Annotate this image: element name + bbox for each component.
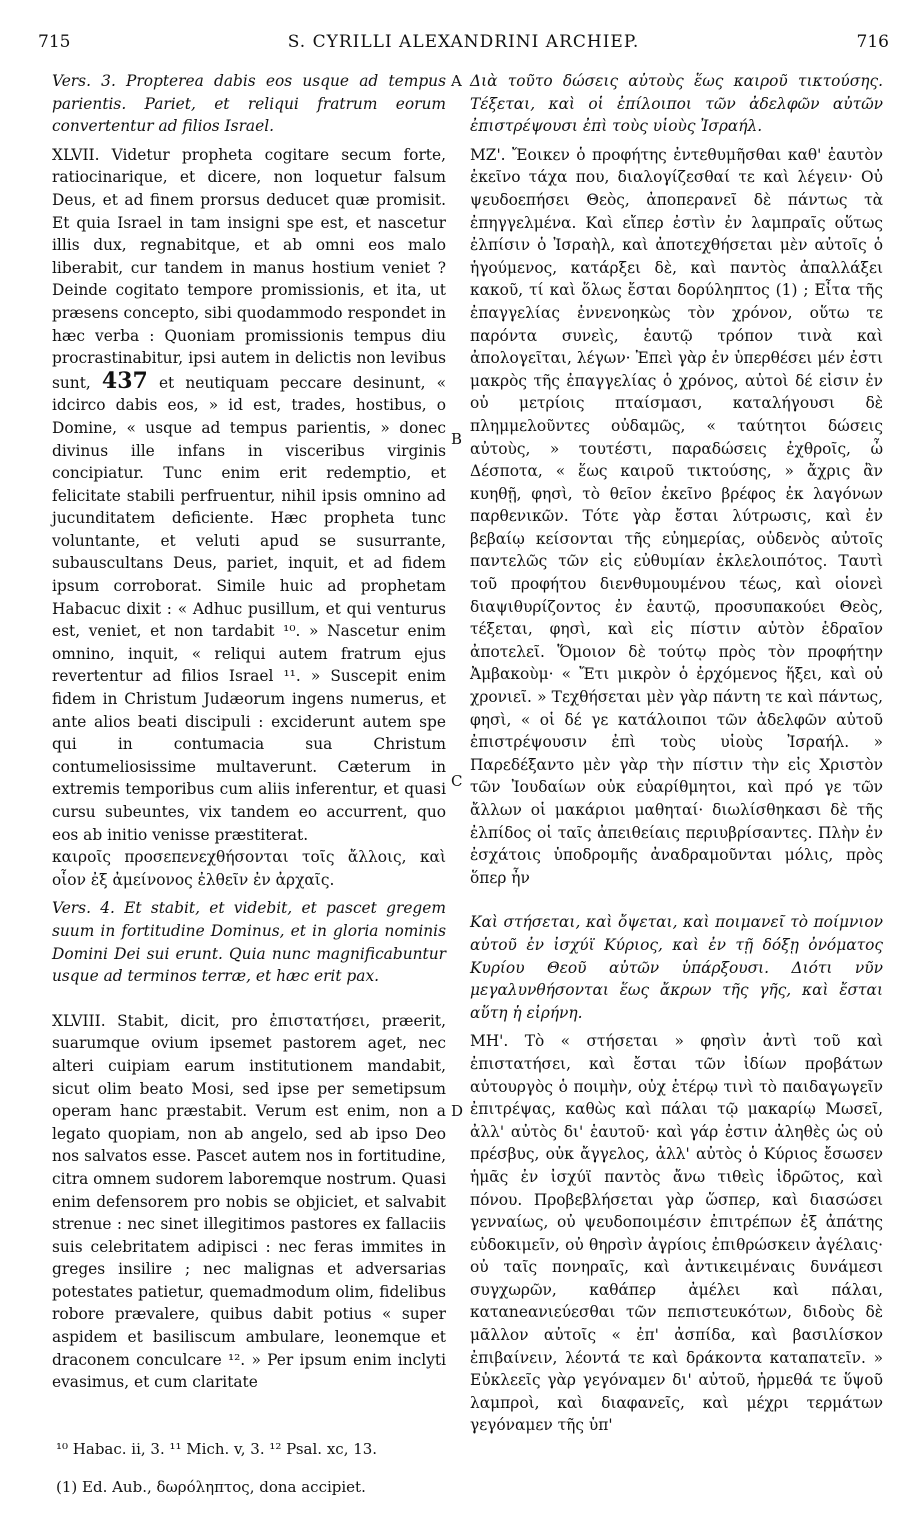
latin-column (52, 70, 446, 1394)
latin-paragraph-47-part2: et neutiquam peccare desinunt, « idcirco dabis eos, » id est, trades, hostibus, o Domine, « usque ad tempus parientis, » donec divinus ille infans in visceribus virginis concipiatur. Tunc enim erit redemptio, et felicitate stabili perfruentur, nihil ipsis omnino ad jucunditatem deficiente. Hæc propheta tunc voluntante, et veluti apud se susurrante, subauscultans Deus, pariet, inquit, et ad fidem ipsum corroborat. Simile huic ad prophetam Habacuc dixit : « Adhuc pusillum, et qui venturus est, veniet, et non tardabit ¹⁰. » Nascetur enim omnino, inquit, « reliqui autem fratrum ejus revertentur ad filios Israel ¹¹. » Suscepit enim fidem in Christum Judæorum ingens numerus, et ante alios beati discipuli : exciderunt autem spe qui in contumacia sua Christum contumeliosissime multaverunt. Cæterum in extremis temporibus cum aliis inferentur, et quasi cursu subeuntes, vix tandem eo accurrent, quo eos ab initio venisse præstiterat. (52, 373, 446, 844)
page-number-right: 716 (856, 32, 889, 52)
margin-letter-b: B (451, 430, 463, 448)
latin-paragraph-47 (52, 144, 446, 846)
column-number: 437 (101, 367, 148, 394)
greek-paragraph-47: ΜΖ'. Ἔοικεν ὁ προφήτης ἐντεθυμῆσθαι καθ' ἑαυτὸν ἐκεῖνο τάχα που, διαλογίζεσθαί τε καὶ λέγειν· Οὐ ψευδοεπήσει Θεὸς, ἀποπερανεῖ δὲ πάντως τὰ ἐπηγγελμένα. Καὶ εἴπερ ἐστὶν ἐν λαμπραῖς οὕτως ἐλπίσιν ὁ Ἰσραὴλ, καὶ ἀποτεχθήσεται μὲν αὐτοῖς ὁ ἡγούμενος, κατάρξει δὲ, καὶ παντὸς ἀπαλλάξει κακοῦ, τί καὶ ὅλως ἔσται δορύληπτος (1) ; Εἶτα τῆς ἐπαγγελίας ἐννενοηκὼς τὸν χρόνον, οὕτω τε παρόντα συνεὶς, ἑαυτῷ τρόπον τινὰ καὶ ἀπολογεῖται, λέγων· Ἐπεὶ γὰρ ἐν ὑπερθέσει μέν ἐστι μακρὸς τῆς ἐπαγγελίας ὁ χρόνος, αὐτοὶ δέ εἰσιν ἐν οὐ μετρίοις πταίσμασι, καταλήγουσι δὲ πλημμελοῦντες οὐδαμῶς, « ταύτητοι δώσεις αὐτοὺς, » τουτέστι, παραδώσεις ἐχθροῖς, ὦ Δέσποτα, « ἕως καιροῦ τικτούσης, » ἄχρις ἂν κυηθῇ, φησὶ, τὸ θεῖον ἐκεῖνο βρέφος ἐκ λαγόνων παρθενικῶν. Τότε γὰρ ἔσται λύτρωσις, καὶ ἐν βεβαίῳ κείσονται τῆς εὐημερίας, οὐδενὸς αὐτοῖς παντελῶς τῶν εἰς εὐθυμίαν ἐκλελοιπότος. Ταυτὶ τοῦ προφήτου διενθυμουμένου τέως, καὶ οἱονεὶ διαψιθυρίζοντος ἐν ἑαυτῷ, προσυπακούει Θεὸς, τέξεται, φησὶ, καὶ εἰς πίστιν αὐτὸν ἑδραῖον ἀποτελεῖ. Ὅμοιον δὲ τούτῳ πρὸς τὸν προφήτην Ἀμβακοὺμ· « Ἔτι μικρὸν ὁ ἐρχόμενος ἥξει, καὶ οὐ χρονιεῖ. » Τεχθήσεται μὲν γὰρ πάντη τε καὶ πάντως, φησὶ, « οἱ δέ γε κατάλοιποι τῶν ἀδελφῶν αὐτοῦ ἐπιστρέψουσιν ἐπὶ τοὺς υἱοὺς Ἰσραήλ. » Παρεδέξαντο μὲν γὰρ τὴν πίστιν τὴν εἰς Χριστὸν τῶν Ἰουδαίων οὐκ εὐαρίθμητοι, καὶ πρό γε τῶν ἄλλων οἱ μακάριοι μαθηταί· διωλίσθηκασι δὲ τῆς ἐλπίδος οἱ ταῖς ἀπειθείαις περιυβρίσαντες. Πλὴν ἐν ἐσχάτοις ὑποδρομῆς ἀναδραμοῦνται μόλις, πρὸς ὅπερ ἦν (470, 145, 883, 887)
editorial-footnote: (1) Ed. Aub., δωρόληπτος, dona accipiet. (56, 1478, 366, 1496)
margin-letter-d: D (451, 1102, 464, 1120)
page-number-left: 715 (38, 32, 71, 52)
latin-verse-3: Vers. 3. Propterea dabis eos usque ad tempus parientis. Pariet, et reliqui fratrum eorum convertentur ad filios Israel. (52, 72, 446, 136)
latin-paragraph-47-part1: XLVII. Videtur propheta cogitare secum forte, ratiocinarique, et dicere, non loquetur falsum Deus, et ad finem prorsus deducet quæ promisit. Et quia Israel in tam insigni spe est, et nascetur illis dux, regnabitque, et ab omni eos malo liberabit, cur tandem in manus hostium veniet ? Deinde cogitato tempore promissionis, et ita, ut præsens concepto, sibi quodammodo respondet in hæc verba : Quoniam promissionis tempus diu procrastinabitur, ipsi autem in delictis non levibus sunt, (52, 145, 446, 392)
latin-verse-4: Vers. 4. Et stabit, et videbit, et pascet gregem suum in fortitudine Dominus, et in gloria nominis Domini Dei sui erunt. Quia nunc magnificabuntur usque ad terminos terræ, et hæc erit pax. (52, 899, 446, 986)
running-title: S. CYRILLI ALEXANDRINI ARCHIEP. (287, 32, 640, 52)
margin-letter-c: C (451, 772, 463, 790)
greek-verse-3: Διὰ τοῦτο δώσεις αὐτοὺς ἕως καιροῦ τικτούσης. Τέξεται, καὶ οἱ ἐπίλοιποι τῶν ἀδελφῶν αὐτῶν ἐπιστρέψουσι ἐπὶ τοὺς υἱοὺς Ἰσραήλ. (470, 72, 883, 136)
scripture-footnotes: ¹⁰ Habac. ii, 3. ¹¹ Mich. v, 3. ¹² Psal. xc, 13. (56, 1440, 378, 1458)
greek-continuation: καιροῖς προσεπενεχθήσονται τοῖς ἄλλοις, καὶ οἷον ἐξ ἀμείνονος ἐλθεῖν ἐν ἀρχαῖς. (52, 848, 446, 889)
margin-section-letters (447, 0, 469, 1540)
greek-column (470, 70, 883, 1437)
greek-verse-4: Καὶ στήσεται, καὶ ὄψεται, καὶ ποιμανεῖ τὸ ποίμνιον αὐτοῦ ἐν ἰσχύϊ Κύριος, καὶ ἐν τῇ δόξῃ ὀνόματος Κυρίου Θεοῦ αὐτῶν ὑπάρξουσι. Διότι νῦν μεγαλυνθήσονται ἕως ἄκρων τῆς γῆς, καὶ ἔσται αὕτη ἡ εἰρήνη. (470, 913, 883, 1022)
margin-letter-a: A (451, 72, 462, 90)
latin-paragraph-48: XLVIII. Stabit, dicit, pro ἐπιστατήσει, præerit, suarumque ovium ipsemet pastorem aget, nec alteri cuipiam earum institutionem mandabit, sicut olim beato Mosi, sed ipse per semetipsum operam hanc præstabit. Verum est enim, non a legato quopiam, non ab angelo, sed ab ipso Deo nos salvatos esse. Pascet autem nos in fortitudine, citra omnem sudorem laboremque nostrum. Quasi enim defensorem pro nobis se objiciet, et salvabit strenue : nec sinet illegitimos pastores ex fallaciis suis celebritatem adipisci : nec feras immites in greges insilire ; nec malignas et adversarias potestates patietur, quemadmodum olim, fidelibus robore prævalere, quibus dabit potius « super aspidem et basiliscum ambulare, leonemque et draconem conculcare ¹². » Per ipsum enim inclyti evasimus, et cum claritate (52, 1011, 446, 1392)
greek-paragraph-48: ΜΗ'. Τὸ « στήσεται » φησὶν ἀντὶ τοῦ καὶ ἐπιστατήσει, καὶ ἔσται τῶν ἰδίων προβάτων αὐτουργὸς ὁ ποιμὴν, οὐχ ἑτέρῳ τινὶ τὸ παιδαγωγεῖν ἐπιτρέψας, καθὼς καὶ πάλαι τῷ μακαρίῳ Μωσεῖ, ἀλλ' αὐτὸς δι' ἑαυτοῦ· καὶ γάρ ἐστιν ἀληθὲς ὡς οὐ πρέσβυς, οὐκ ἄγγελος, ἀλλ' αὐτὸς ὁ Κύριος ἔσωσεν ἡμᾶς ἐν ἰσχύϊ παντὸς ἄνω τιθεὶς ἱδρῶτος, καὶ πόνου. Προβεβλήσεται γὰρ ὥσπερ, καὶ διασώσει γενναίως, οὐ ψευδοποιμέσιν ἐπιτρέπων ἐξ ἀπάτης εὐδοκιμεῖν, οὐ θηρσὶν ἀγρίοις ἐπιθρώσκειν ἀγέλαις· οὐ ταῖς πονηραῖς, καὶ ἀντικειμέναις δυνάμεσι συγχωρῶν, καθάπερ ἀμέλει καὶ πάλαι, καταneανιεύεσθαι τῶν πεπιστευκότων, διδοὺς δὲ μᾶλλον αὐτοῖς « ἐπ' ἀσπίδα, καὶ βασιλίσκον ἐπιβαίνειν, λέοντά τε καὶ δράκοντα καταπατεῖν. » Εὐκλεεῖς γὰρ γεγόναμεν δι' αὐτοῦ, ἠρμεθά τε ὕψοῦ λαμπροὶ, καὶ διαφανεῖς, καὶ μέχρι τερμάτων γεγόναμεν τῆς ὑπ' (470, 1032, 883, 1435)
